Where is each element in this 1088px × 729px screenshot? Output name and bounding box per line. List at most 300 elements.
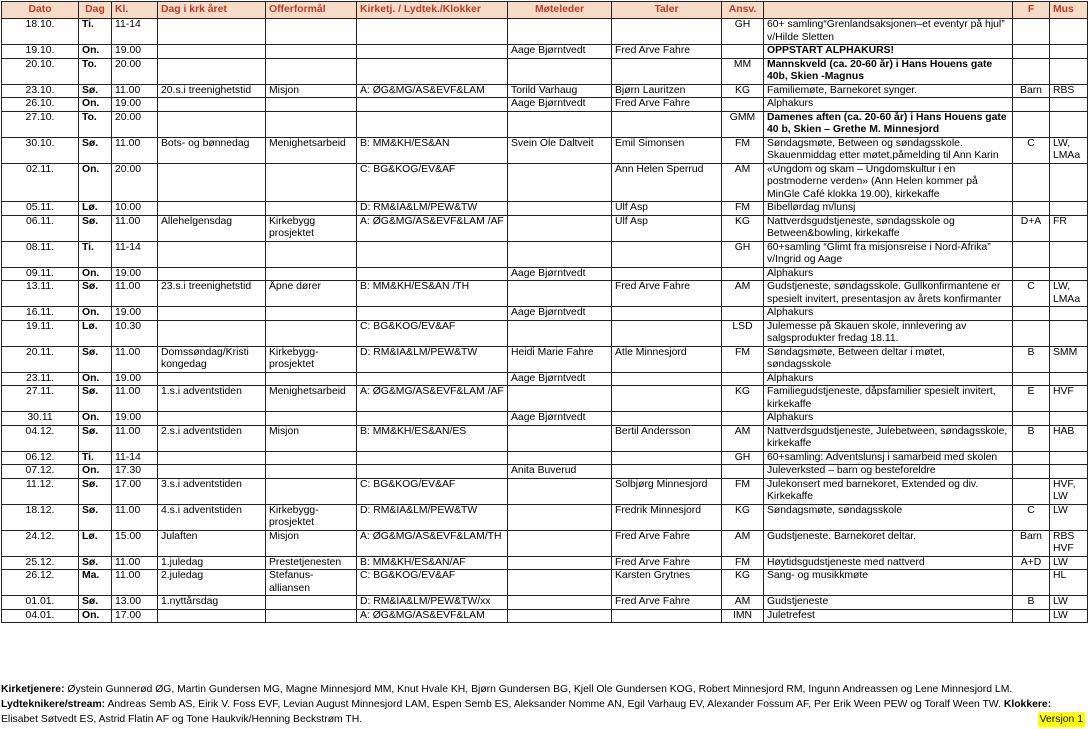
cell-moteleder [508, 163, 612, 202]
cell-dato: 27.10. [2, 111, 79, 137]
cell-desc: Familiegudstjeneste, dåpsfamilier spesielt invitert, kirkekaffe [764, 386, 1013, 412]
cell-kl: 11.00 [112, 556, 158, 570]
cell-kirketj [357, 111, 508, 137]
lyd-text: Andreas Semb AS, Eirik V. Foss EVF, Levian August Minnesjord LAM, Espen Semb ES, Aleksander Nomme AN, Egil Varhaug EV, Alexander Fossum AF, Per Erik Ween PEW og Toralf Ween TW. [107, 699, 1001, 710]
cell-ansv: MM [722, 58, 764, 84]
cell-kl: 11.00 [112, 84, 158, 98]
cell-taler [612, 267, 722, 281]
cell-krkaar [158, 320, 266, 346]
cell-dato: 23.11. [2, 372, 79, 386]
cell-f: D+A [1013, 215, 1050, 241]
cell-f [1013, 45, 1050, 59]
cell-kirketj [357, 465, 508, 479]
cell-mus [1050, 45, 1088, 59]
col-header-kirketj: Kirketj. / Lydtek./Klokker [357, 2, 508, 19]
cell-taler: Ann Helen Sperrud [612, 163, 722, 202]
table-row [2, 346, 1088, 372]
cell-dag: On. [79, 307, 112, 321]
col-header-desc [764, 2, 1013, 19]
cell-krkaar [158, 267, 266, 281]
cell-moteleder [508, 386, 612, 412]
cell-kl: 19.00 [112, 372, 158, 386]
cell-offer [266, 267, 357, 281]
cell-mus: HVF [1050, 386, 1088, 412]
cell-desc: OPPSTART ALPHAKURS! [764, 45, 1013, 59]
cell-taler [612, 19, 722, 45]
cell-mus [1050, 111, 1088, 137]
cell-kl: 17.30 [112, 465, 158, 479]
cell-kirketj: A: ØG&MG/AS&EVF&LAM [357, 609, 508, 623]
table-row [2, 84, 1088, 98]
cell-kirketj: B: MM&KH/ES&AN [357, 137, 508, 163]
cell-taler [612, 307, 722, 321]
cell-dato: 26.10. [2, 98, 79, 112]
cell-kirketj [357, 451, 508, 465]
cell-krkaar [158, 241, 266, 267]
cell-kl: 17.00 [112, 478, 158, 504]
table-row [2, 281, 1088, 307]
cell-offer: Stefanus-alliansen [266, 570, 357, 596]
cell-dato: 09.11. [2, 267, 79, 281]
cell-dag: Sø. [79, 281, 112, 307]
cell-dag: To. [79, 58, 112, 84]
cell-offer [266, 451, 357, 465]
cell-krkaar [158, 58, 266, 84]
cell-f: C [1013, 504, 1050, 530]
cell-desc: Alphakurs [764, 412, 1013, 426]
cell-taler: Karsten Grytnes [612, 570, 722, 596]
cell-f: C [1013, 137, 1050, 163]
cell-dato: 06.12. [2, 451, 79, 465]
cell-kirketj [357, 19, 508, 45]
table-row [2, 19, 1088, 45]
cell-krkaar: Julaften [158, 530, 266, 556]
cell-desc: Juleverksted – barn og besteforeldre [764, 465, 1013, 479]
cell-f [1013, 570, 1050, 596]
cell-mus [1050, 412, 1088, 426]
table-row [2, 556, 1088, 570]
cell-mus [1050, 372, 1088, 386]
cell-dag: Sø. [79, 346, 112, 372]
cell-mus [1050, 451, 1088, 465]
table-row [2, 425, 1088, 451]
cell-offer [266, 465, 357, 479]
table-row [2, 386, 1088, 412]
cell-taler: Fredrik Minnesjord [612, 504, 722, 530]
cell-desc: Alphakurs [764, 307, 1013, 321]
cell-kirketj: D: RM&IA&LM/PEW&TW [357, 346, 508, 372]
cell-krkaar: 1.juledag [158, 556, 266, 570]
cell-desc: Familiemøte, Barnekoret synger. [764, 84, 1013, 98]
cell-f [1013, 98, 1050, 112]
cell-ansv: KG [722, 570, 764, 596]
cell-kirketj: B: MM&KH/ES&AN /TH [357, 281, 508, 307]
cell-offer [266, 163, 357, 202]
cell-offer: Åpne dører [266, 281, 357, 307]
cell-taler [612, 386, 722, 412]
cell-desc: «Ungdom og skam – Ungdomskultur i en postmoderne verden» (Ann Helen kommer på MinGle Café klokka 19.00), kirkekaffe [764, 163, 1013, 202]
cell-dato: 16.11. [2, 307, 79, 321]
cell-krkaar [158, 609, 266, 623]
lyd-label: Lydteknikere/stream: [1, 699, 106, 710]
cell-dato: 06.11. [2, 215, 79, 241]
cell-f [1013, 372, 1050, 386]
col-header-f: F [1013, 2, 1050, 19]
cell-ansv: FM [722, 346, 764, 372]
cell-ansv [722, 412, 764, 426]
cell-taler [612, 412, 722, 426]
cell-ansv [722, 307, 764, 321]
cell-offer [266, 241, 357, 267]
cell-moteleder [508, 451, 612, 465]
cell-mus: LW [1050, 504, 1088, 530]
table-row [2, 111, 1088, 137]
cell-taler [612, 320, 722, 346]
cell-kirketj: D: RM&IA&LM/PEW&TW/xx [357, 596, 508, 610]
cell-dato: 24.12. [2, 530, 79, 556]
cell-ansv [722, 98, 764, 112]
cell-taler: Ulf Asp [612, 215, 722, 241]
cell-moteleder [508, 556, 612, 570]
klokkere-label: Klokkere: [1003, 699, 1052, 710]
cell-moteleder: Aage Bjørntvedt [508, 267, 612, 281]
cell-mus [1050, 202, 1088, 216]
cell-kirketj: B: MM&KH/ES&AN/ES [357, 425, 508, 451]
cell-ansv: AM [722, 281, 764, 307]
cell-mus: LW [1050, 596, 1088, 610]
cell-ansv: LSD [722, 320, 764, 346]
cell-dag: Lø. [79, 202, 112, 216]
table-row [2, 596, 1088, 610]
cell-kl: 10.00 [112, 202, 158, 216]
cell-kl: 11.00 [112, 570, 158, 596]
cell-krkaar [158, 372, 266, 386]
col-header-dag: Dag [79, 2, 112, 19]
cell-krkaar [158, 163, 266, 202]
cell-desc: Sang- og musikkmøte [764, 570, 1013, 596]
cell-dato: 19.10. [2, 45, 79, 59]
cell-dato: 20.10. [2, 58, 79, 84]
cell-offer [266, 307, 357, 321]
cell-ansv: KG [722, 215, 764, 241]
cell-kirketj: B: MM&KH/ES&AN/AF [357, 556, 508, 570]
kirketjenere-label: Kirketjenere: [1, 684, 65, 695]
cell-taler [612, 451, 722, 465]
cell-kirketj: A: ØG&MG/AS&EVF&LAM [357, 84, 508, 98]
cell-dato: 08.11. [2, 241, 79, 267]
cell-f [1013, 478, 1050, 504]
cell-kirketj [357, 58, 508, 84]
cell-mus: LW [1050, 556, 1088, 570]
cell-mus [1050, 98, 1088, 112]
cell-kl: 19.00 [112, 412, 158, 426]
cell-moteleder [508, 609, 612, 623]
cell-krkaar: 20.s.i treenighetstid [158, 84, 266, 98]
cell-offer: Menighetsarbeid [266, 137, 357, 163]
table-row [2, 609, 1088, 623]
cell-kl: 20.00 [112, 58, 158, 84]
cell-kl: 15.00 [112, 530, 158, 556]
cell-dag: Sø. [79, 596, 112, 610]
cell-taler [612, 465, 722, 479]
cell-f: B [1013, 596, 1050, 610]
cell-moteleder [508, 215, 612, 241]
cell-ansv [722, 267, 764, 281]
cell-mus: RBS HVF [1050, 530, 1088, 556]
cell-dato: 11.12. [2, 478, 79, 504]
cell-kl: 10.30 [112, 320, 158, 346]
cell-moteleder: Svein Ole Daltveit [508, 137, 612, 163]
cell-offer [266, 111, 357, 137]
cell-kl: 11.00 [112, 425, 158, 451]
cell-desc: 60+ samling“Grenlandsaksjonen–et eventyr på hjul” v/Hilde Sletten [764, 19, 1013, 45]
cell-mus [1050, 58, 1088, 84]
table-row [2, 202, 1088, 216]
cell-desc: Søndagsmøte, søndagsskole [764, 504, 1013, 530]
cell-desc: Nattverdsgudstjeneste, Julebetween, søndagsskole, kirkekaffe [764, 425, 1013, 451]
col-header-taler: Taler [612, 2, 722, 19]
cell-krkaar: Domssøndag/Kristi kongedag [158, 346, 266, 372]
cell-kirketj [357, 241, 508, 267]
cell-desc: 60+samling: Adventslunsj i samarbeid med skolen [764, 451, 1013, 465]
cell-moteleder [508, 596, 612, 610]
cell-dag: Sø. [79, 137, 112, 163]
cell-kl: 13.00 [112, 596, 158, 610]
cell-dato: 30.10. [2, 137, 79, 163]
cell-kl: 20.00 [112, 163, 158, 202]
col-header-dato: Dato [2, 2, 79, 19]
cell-desc: 60+samling “Glimt fra misjonsreise i Nord-Afrika” v/Ingrid og Aage [764, 241, 1013, 267]
cell-krkaar: Allehelgensdag [158, 215, 266, 241]
cell-kirketj: A: ØG&MG/AS&EVF&LAM/TH [357, 530, 508, 556]
cell-taler: Ulf Asp [612, 202, 722, 216]
cell-desc: Gudstjeneste [764, 596, 1013, 610]
cell-offer [266, 202, 357, 216]
cell-desc: Søndagsmøte, Between og søndagsskole. Skauenmiddag etter møtet,påmelding til Ann Karin [764, 137, 1013, 163]
cell-dag: On. [79, 267, 112, 281]
cell-mus [1050, 163, 1088, 202]
kirketjenere-text: Øystein Gunnerød ØG, Martin Gundersen MG, Magne Minnesjord MM, Knut Hvale KH, Bjørn Gundersen BG, Kjell Ole Gundersen KOG, Robert Minnesjord RM, Ingunn Andreassen og Lene Minnesjord LM. [67, 684, 1013, 695]
cell-dag: On. [79, 45, 112, 59]
cell-desc: Alphakurs [764, 98, 1013, 112]
cell-offer: Kirkebygg prosjektet [266, 215, 357, 241]
cell-desc: Juletrefest [764, 609, 1013, 623]
cell-kirketj: D: RM&IA&LM/PEW&TW [357, 504, 508, 530]
cell-mus: LW [1050, 609, 1088, 623]
cell-dato: 02.11. [2, 163, 79, 202]
cell-ansv: GH [722, 451, 764, 465]
cell-f: A+D [1013, 556, 1050, 570]
cell-offer [266, 58, 357, 84]
cell-mus [1050, 241, 1088, 267]
cell-dag: On. [79, 372, 112, 386]
cell-moteleder: Heidi Marie Fahre [508, 346, 612, 372]
cell-kirketj [357, 412, 508, 426]
cell-f [1013, 58, 1050, 84]
cell-ansv: GH [722, 241, 764, 267]
cell-desc: Damenes aften (ca. 20-60 år) i Hans Houens gate 40 b, Skien – Grethe M. Minnesjord [764, 111, 1013, 137]
cell-kirketj [357, 307, 508, 321]
table-row [2, 45, 1088, 59]
cell-offer: Misjon [266, 530, 357, 556]
cell-dato: 01.01. [2, 596, 79, 610]
cell-moteleder [508, 58, 612, 84]
cell-kl: 19.00 [112, 267, 158, 281]
cell-offer: Kirkebygg-prosjektet [266, 504, 357, 530]
cell-kl: 11-14 [112, 19, 158, 45]
cell-kirketj: C: BG&KOG/EV&AF [357, 570, 508, 596]
cell-desc: Alphakurs [764, 372, 1013, 386]
cell-offer: Menighetsarbeid [266, 386, 357, 412]
cell-dag: To. [79, 111, 112, 137]
cell-dato: 13.11. [2, 281, 79, 307]
cell-krkaar [158, 19, 266, 45]
cell-mus: SMM [1050, 346, 1088, 372]
cell-kirketj: A: ØG&MG/AS&EVF&LAM /AF [357, 386, 508, 412]
table-row [2, 504, 1088, 530]
cell-moteleder: Anita Buverud [508, 465, 612, 479]
cell-desc: Søndagsmøte, Between deltar i møtet, søndagsskole [764, 346, 1013, 372]
schedule-table [1, 1, 1088, 623]
cell-kl: 11-14 [112, 241, 158, 267]
cell-dato: 19.11. [2, 320, 79, 346]
footer-notes [1, 682, 1085, 727]
table-row [2, 58, 1088, 84]
cell-offer [266, 478, 357, 504]
cell-ansv: GH [722, 19, 764, 45]
cell-kl: 11.00 [112, 281, 158, 307]
cell-krkaar: Bots- og bønnedag [158, 137, 266, 163]
cell-kl: 20.00 [112, 111, 158, 137]
cell-kl: 11.00 [112, 137, 158, 163]
cell-ansv: FM [722, 202, 764, 216]
cell-dag: Ti. [79, 19, 112, 45]
table-row [2, 478, 1088, 504]
cell-ansv: AM [722, 425, 764, 451]
cell-krkaar [158, 98, 266, 112]
cell-f [1013, 163, 1050, 202]
table-row [2, 530, 1088, 556]
cell-kirketj: C: BG&KOG/EV&AF [357, 320, 508, 346]
cell-f: E [1013, 386, 1050, 412]
cell-ansv: AM [722, 163, 764, 202]
cell-krkaar [158, 465, 266, 479]
cell-kl: 17.00 [112, 609, 158, 623]
cell-ansv [722, 45, 764, 59]
cell-krkaar [158, 451, 266, 465]
cell-f [1013, 412, 1050, 426]
cell-moteleder [508, 504, 612, 530]
cell-f [1013, 307, 1050, 321]
cell-desc: Alphakurs [764, 267, 1013, 281]
cell-moteleder [508, 241, 612, 267]
cell-dato: 30.11 [2, 412, 79, 426]
cell-krkaar [158, 307, 266, 321]
cell-f [1013, 267, 1050, 281]
cell-ansv [722, 465, 764, 479]
cell-krkaar: 23.s.i treenighetstid [158, 281, 266, 307]
cell-dato: 23.10. [2, 84, 79, 98]
cell-mus: HVF, LW [1050, 478, 1088, 504]
cell-f [1013, 111, 1050, 137]
cell-dag: On. [79, 163, 112, 202]
cell-taler [612, 609, 722, 623]
cell-kl: 19.00 [112, 45, 158, 59]
cell-dato: 25.12. [2, 556, 79, 570]
cell-desc: Julekonsert med barnekoret, Extended og div. Kirkekaffe [764, 478, 1013, 504]
cell-dag: Sø. [79, 386, 112, 412]
cell-krkaar [158, 412, 266, 426]
cell-dato: 27.11. [2, 386, 79, 412]
cell-dag: Lø. [79, 320, 112, 346]
col-header-kl: Kl. [112, 2, 158, 19]
cell-mus: LW, LMAa [1050, 281, 1088, 307]
cell-kirketj: C: BG&KOG/EV&AF [357, 478, 508, 504]
cell-ansv: KG [722, 504, 764, 530]
cell-taler: Bertil Andersson [612, 425, 722, 451]
cell-dag: On. [79, 609, 112, 623]
cell-moteleder: Aage Bjørntvedt [508, 372, 612, 386]
cell-taler: Atle Minnesjord [612, 346, 722, 372]
cell-ansv: FM [722, 478, 764, 504]
cell-kirketj [357, 45, 508, 59]
cell-mus [1050, 320, 1088, 346]
col-header-offer: Offerformål [266, 2, 357, 19]
cell-mus: FR [1050, 215, 1088, 241]
cell-mus: HL [1050, 570, 1088, 596]
cell-mus: LW, LMAa [1050, 137, 1088, 163]
cell-moteleder [508, 281, 612, 307]
table-row [2, 570, 1088, 596]
cell-offer [266, 596, 357, 610]
cell-taler [612, 58, 722, 84]
col-header-krkaar: Dag i krk året [158, 2, 266, 19]
table-row [2, 241, 1088, 267]
cell-moteleder: Torild Varhaug [508, 84, 612, 98]
cell-kl: 11-14 [112, 451, 158, 465]
cell-f [1013, 451, 1050, 465]
cell-kl: 11.00 [112, 346, 158, 372]
cell-krkaar: 3.s.i adventstiden [158, 478, 266, 504]
cell-dato: 18.12. [2, 504, 79, 530]
cell-dag: Sø. [79, 84, 112, 98]
cell-dag: On. [79, 465, 112, 479]
cell-dag: Ma. [79, 570, 112, 596]
cell-ansv: IMN [722, 609, 764, 623]
cell-f [1013, 320, 1050, 346]
cell-kl: 19.00 [112, 98, 158, 112]
cell-kl: 11.00 [112, 215, 158, 241]
table-row [2, 215, 1088, 241]
cell-offer: Prestetjenesten [266, 556, 357, 570]
cell-dato: 20.11. [2, 346, 79, 372]
cell-dag: Sø. [79, 215, 112, 241]
cell-offer [266, 19, 357, 45]
cell-taler: Fred Arve Fahre [612, 596, 722, 610]
cell-f [1013, 465, 1050, 479]
cell-desc: Julemesse på Skauen skole, innlevering av salgsprodukter fredag 18.11. [764, 320, 1013, 346]
cell-kirketj [357, 372, 508, 386]
cell-desc: Bibellørdag m/lunsj [764, 202, 1013, 216]
cell-offer [266, 98, 357, 112]
cell-dato: 18.10. [2, 19, 79, 45]
col-header-moteleder: Møteleder [508, 2, 612, 19]
cell-f: B [1013, 425, 1050, 451]
cell-desc: Høytidsgudstjeneste med nattverd [764, 556, 1013, 570]
cell-dato: 07.12. [2, 465, 79, 479]
cell-moteleder [508, 202, 612, 216]
cell-taler: Fred Arve Fahre [612, 98, 722, 112]
